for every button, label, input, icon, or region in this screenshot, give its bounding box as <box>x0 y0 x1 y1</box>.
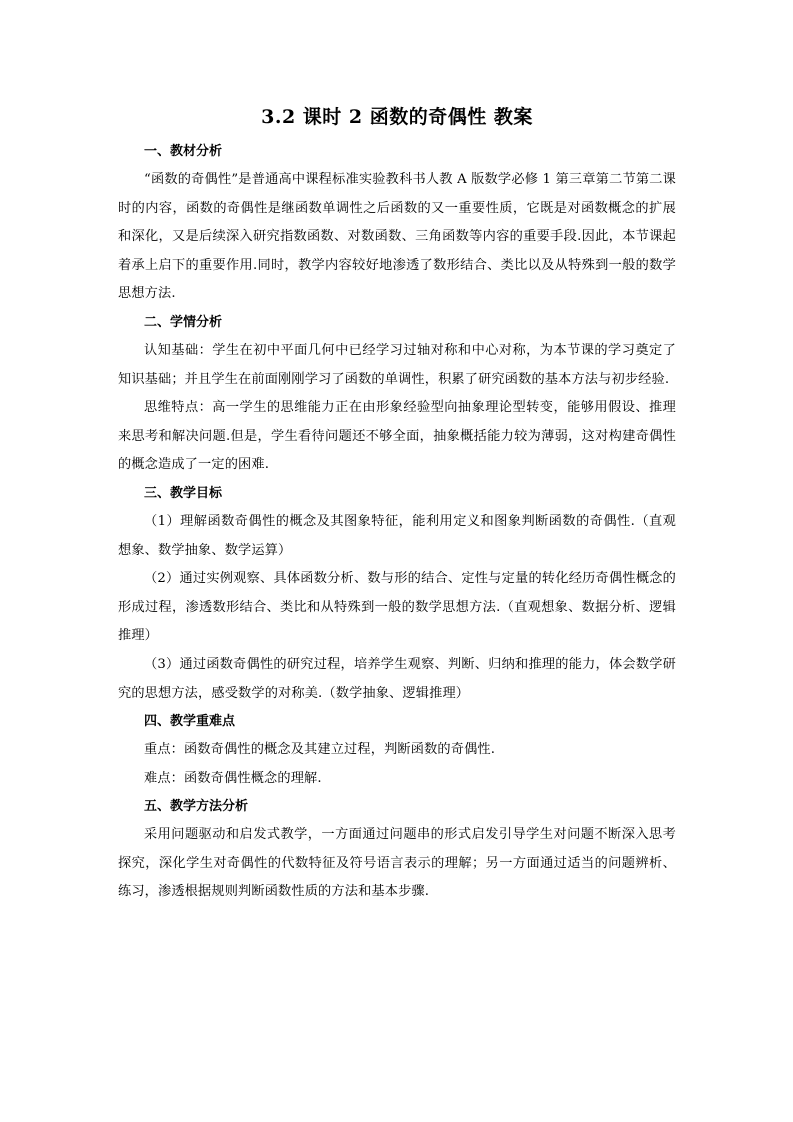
section-textbook-analysis <box>118 138 676 309</box>
paragraph: 思维特点：高一学生的思维能力正在由形象经验型向抽象理论型转变，能够用假设、推理来思考和解决问题.但是，学生看待问题还不够全面，抽象概括能力较为薄弱，这对构建奇偶性的概念造成了一定的困难. <box>118 400 676 473</box>
paragraph: （1）理解函数奇偶性的概念及其图象特征，能利用定义和图象判断函数的奇偶性.（直观想象、数学抽象、数学运算） <box>118 513 676 558</box>
paragraph: （2）通过实例观察、具体函数分析、数与形的结合、定性与定量的转化经历奇偶性概念的形成过程，渗透数形结合、类比和从特殊到一般的数学思想方法.（直观想象、数据分析、逻辑推理） <box>118 571 676 644</box>
section-heading: 二、学情分析 <box>144 314 223 330</box>
section-key-difficult-points <box>118 708 676 793</box>
section-heading: 三、教学目标 <box>144 485 223 501</box>
paragraph: 采用问题驱动和启发式教学，一方面通过问题串的形式启发引导学生对问题不断深入思考探究，深化学生对奇偶性的代数特征及符号语言表示的理解；另一方面通过适当的问题辨析、练习，渗透根据规则判断函数性质的方法和基本步骤. <box>118 827 676 900</box>
document-title: 3.2 课时 2 函数的奇偶性 教案 <box>261 106 533 128</box>
section-teaching-method <box>118 793 676 907</box>
paragraph: “函数的奇偶性”是普通高中课程标准实验教科书人教 A 版数学必修 1 第三章第二节第二课时的内容，函数的奇偶性是继函数单调性之后函数的又一重要性质，它既是对函数概念的扩展和深化，又是后续深入研究指数函数、对数函数、三角函数等内容的重要手段.因此，本节课起着承上启下的重要作用.同时，教学内容较好地渗透了数形结合、类比以及从特殊到一般的数学思想方法. <box>118 172 676 302</box>
section-teaching-objectives <box>118 480 676 708</box>
section-heading: 五、教学方法分析 <box>144 799 249 815</box>
paragraph: （3）通过函数奇偶性的研究过程，培养学生观察、判断、归纳和推理的能力，体会数学研究的思想方法，感受数学的对称美.（数学抽象、逻辑推理） <box>118 656 676 701</box>
document-body <box>118 100 676 907</box>
paragraph: 认知基础：学生在初中平面几何中已经学习过轴对称和中心对称，为本节课的学习奠定了知识基础；并且学生在前面刚刚学习了函数的单调性，积累了研究函数的基本方法与初步经验. <box>118 342 676 387</box>
paragraph: 难点：函数奇偶性概念的理解. <box>144 770 322 786</box>
paragraph: 重点：函数奇偶性的概念及其建立过程，判断函数的奇偶性. <box>144 742 496 758</box>
section-heading: 一、教材分析 <box>144 144 223 159</box>
section-student-analysis <box>118 309 676 480</box>
section-heading: 四、教学重难点 <box>144 714 236 730</box>
